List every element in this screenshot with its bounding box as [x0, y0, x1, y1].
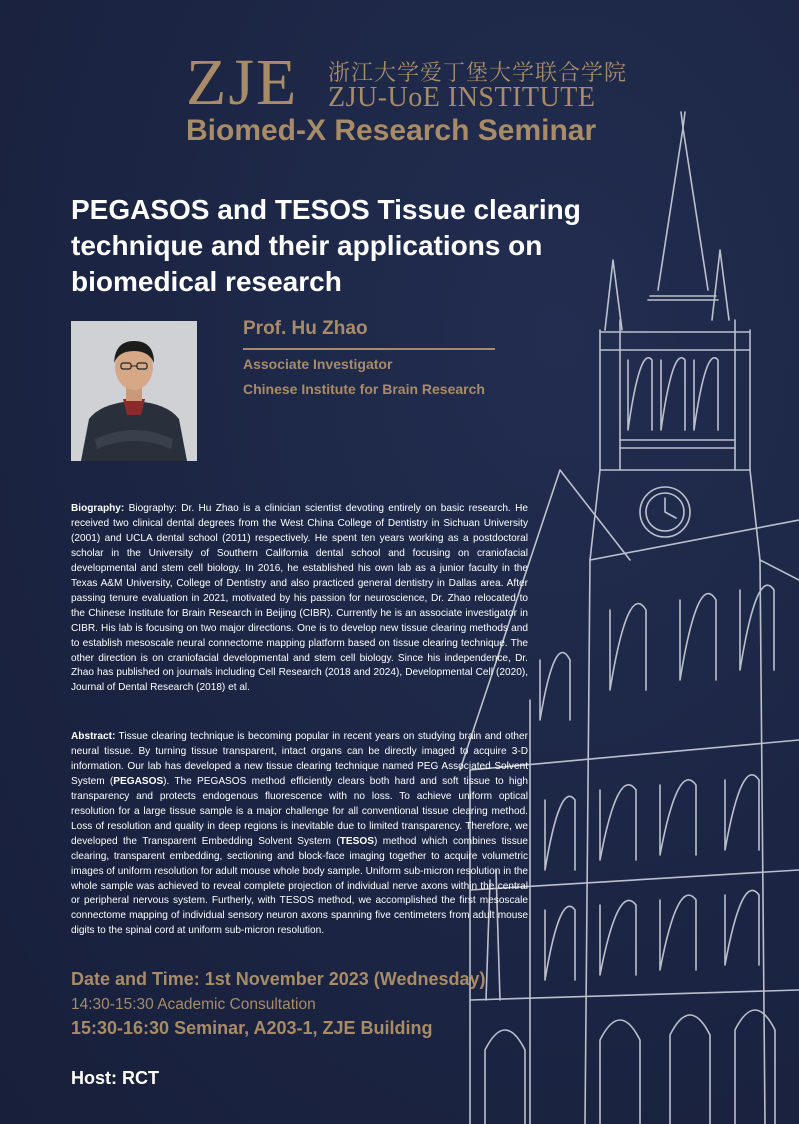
- biography-text: Biography: Dr. Hu Zhao is a clinician scientist devoting entirely on basic research. He received two clinical dental degrees from the West China College of Dentistry in Sichuan University (2001) and UCLA dental school (2011) respectively. He spent ten years working as a postdoctoral scholar in the University of Southern California dental school and focusing on craniofacial developmental and stem cell biology. In 2016, he established his own lab as a junior faculty in the Texas A&M University, College of Dentistry and also practiced general dentistry in Dallas area. After passing tenure evaluation in 2021, motivated by his passion for neuroscience, Dr. Zhao relocated to the Chinese Institute for Brain Research in Beijing (CIBR). Currently he is an associate investigator in CIBR. His lab is focusing on two major directions. One is to develop new tissue clearing methods and to establish mesoscale neural connectome mapping platform based on tissue clearing technique. The other direction is on craniofacial developmental and stem cell biology. Since his independence, Dr. Zhao has published on journals including Cell Research (2018 and 2024), Developmental Cell (2020), Journal of Dental Research (2018) et al.: [71, 503, 528, 694]
- talk-title: PEGASOS and TESOS Tissue clearing technique and their applications on biomedical research: [71, 194, 581, 297]
- abstract-text-2: ). The PEGASOS method efficiently clears both hard and soft tissue to high transparency and protects endogenous fluorescence with no loss. To achieve uniform optical resolution for a large tissue sample is a major challenge for all conventional tissue clearing method. Loss of resolution and quality in deep regions is inevitable due to limited transparency. Therefore, we developed the Transparent Embedding Solvent System (: [71, 775, 528, 847]
- consultation-time: 14:30-15:30 Academic Consultation: [71, 996, 316, 1013]
- event-date-time: Date and Time: 1st November 2023 (Wednesday): [71, 969, 486, 989]
- abstract-term-pegasos: PEGASOS: [113, 775, 164, 787]
- speaker-photo: [71, 321, 197, 461]
- institute-name-english: ZJU-UoE INSTITUTE: [328, 82, 596, 113]
- speaker-position: Associate Investigator: [243, 356, 393, 372]
- biography-paragraph: [71, 502, 528, 696]
- speaker-institution: Chinese Institute for Brain Research: [243, 381, 485, 397]
- abstract-term-tesos: TESOS: [339, 835, 374, 847]
- seminar-time-location: 15:30-16:30 Seminar, A203-1, ZJE Building: [71, 1018, 433, 1038]
- seminar-series-title: Biomed-X Research Seminar: [186, 114, 597, 147]
- speaker-name: Prof. Hu Zhao: [243, 318, 368, 339]
- speaker-divider: [243, 348, 495, 350]
- abstract-text-1: Tissue clearing technique is becoming popular in recent years on studying brain and other neural tissue. By turning tissue transparent, intact organs can be directly imaged to acquire 3-D information. Our lab has developed a new tissue clearing technique named PEG Associated Solvent System (: [71, 731, 528, 787]
- host-label: Host: RCT: [71, 1068, 159, 1088]
- biography-label: Biography:: [71, 503, 125, 514]
- abstract-paragraph: [71, 730, 528, 939]
- institute-name-chinese: 浙江大学爱丁堡大学联合学院: [328, 61, 628, 86]
- zje-logo: ZJE: [186, 46, 299, 119]
- abstract-label: Abstract:: [71, 731, 116, 742]
- abstract-text-3: ) method which combines tissue clearing, transparent embedding, sectioning and block-face imaging together to acquire volumetric images of uniform resolution for adult mouse whole body sample. Uniform sub-micron resolution in the whole sample was achieved to reveal complete projection of individual nerve axons within the central or peripheral nervous system. Furtherly, with TESOS method, we accomplished the first mesoscale connectome mapping of individual sensory neuron axons spanning five centimeters from adult mouse digits to the spinal cord at uniform sub-micron resolution.: [71, 835, 528, 937]
